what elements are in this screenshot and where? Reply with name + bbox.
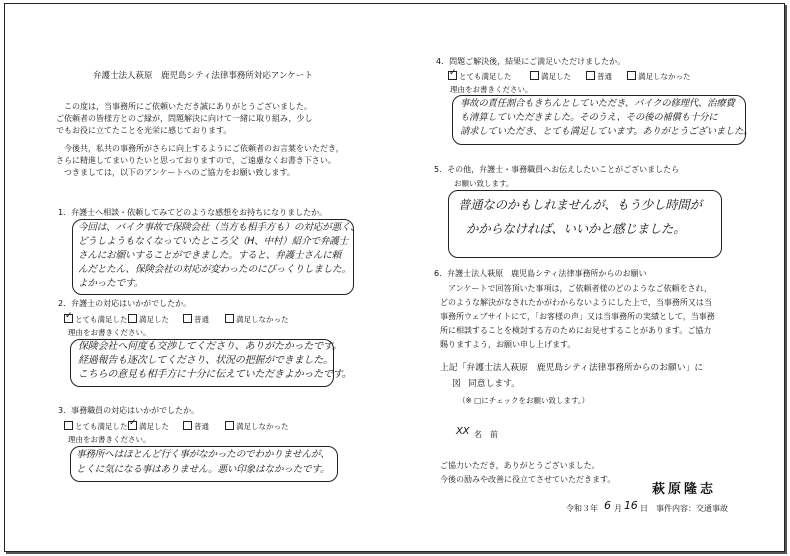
option-very-satisfied[interactable]: ✓ とても満足した bbox=[449, 68, 512, 81]
request-line: アンケートで回答頂いた事項は，ご依頼者様のどのようなご依頼をされ， bbox=[448, 284, 712, 293]
handwritten-answer: さんにお願いすることができました。すると、弁護士さんに頼 bbox=[78, 250, 342, 261]
reason-label: 理由をお書きください。 bbox=[68, 435, 151, 444]
consent-note: （※ □にチェックをお願い致します。） bbox=[458, 396, 590, 405]
option-normal[interactable]: 普通 bbox=[183, 421, 209, 432]
handwritten-answer: かからなければ、いいかと感じました。 bbox=[466, 221, 686, 236]
handwritten-answer: 保険会社へ何度も交渉してくださり、ありがたかったです。 bbox=[78, 341, 342, 352]
checkbox-checked-icon: ✓ bbox=[65, 311, 73, 321]
question-2: 2．弁護士の対応はいかがでしたか。 bbox=[58, 299, 192, 308]
request-line: 事務所ウェブサイトにて，「お客様の声」又は当事務所の実績として，当事務 bbox=[440, 312, 715, 321]
request-line: 賜りますよう，お願い申し上げます。 bbox=[440, 340, 576, 349]
date-month-unit: 月 bbox=[614, 504, 622, 513]
closing-thanks: ご協力いただき，ありがとうございました。 bbox=[440, 461, 600, 470]
intro-line: 今後共，私共の事務所がさらに向上するようにご依頼者のお言葉をいただき， bbox=[64, 144, 344, 153]
option-not-satisfied[interactable]: 満足しなかった bbox=[225, 421, 289, 432]
option-normal[interactable]: 普通 bbox=[183, 314, 209, 325]
consent-checkbox[interactable]: 図 bbox=[452, 379, 461, 389]
request-line: どのような解決がなされたかがわからないようにした上で，当事務所又は当 bbox=[440, 298, 712, 307]
date-era: 令和３年 bbox=[566, 504, 598, 513]
question-1: 1．弁護士へ相談・依頼してみてどのような感想をお持ちになりましたか。 bbox=[58, 208, 328, 217]
date-month: 6 bbox=[604, 499, 611, 512]
handwritten-answer: こちらの意見も相手方に十分に伝えていただきよかったです。 bbox=[78, 369, 352, 380]
handwritten-answer: 経過報告も逐次してくださり、状況の把握ができました。 bbox=[78, 355, 333, 366]
consent-text: 上記「弁護士法人萩原 鹿児島シティ法律事務所からのお願い」に bbox=[440, 363, 704, 373]
survey-title: 弁護士法人萩原 鹿児島シティ法律事務所対応アンケート bbox=[93, 71, 313, 81]
option-satisfied[interactable]: ✓ 満足した bbox=[129, 418, 169, 431]
checkbox-icon bbox=[225, 421, 234, 430]
question-6: 6．弁護士法人萩原 鹿児島シティ法律事務所からのお願い bbox=[434, 269, 647, 278]
request-line: 所に相談することを検討する方のためにお見せすることがあります。ご協力 bbox=[440, 326, 712, 335]
checkbox-checked-icon: ✓ bbox=[449, 68, 457, 78]
intro-line: ご依頼者の皆様方とのご縁が，問題解決に向けて一緒に取り組み，少し bbox=[56, 114, 313, 123]
question-4: 4．問題ご解決後，結果にご満足いただけましたか。 bbox=[436, 57, 626, 66]
checkbox-icon bbox=[627, 71, 636, 80]
question-3: 3．事務職員の対応はいかがでしたか。 bbox=[58, 406, 200, 415]
handwritten-answer: とくに気になる事はありません。悪い印象はなかったです。 bbox=[76, 464, 330, 475]
reason-label: 理由をお書きください。 bbox=[450, 85, 533, 94]
checkbox-checked-icon: ✓ bbox=[129, 418, 137, 428]
intro-line: でもお役に立てたことを光栄に感じております。 bbox=[56, 126, 232, 135]
option-not-satisfied[interactable]: 満足しなかった bbox=[627, 71, 691, 82]
handwritten-answer: どうしようもなくなっていたところ父（H、中村）紹介で弁護士 bbox=[78, 236, 349, 247]
case-type: 事件内容：交通事故 bbox=[656, 504, 728, 513]
checkbox-icon bbox=[530, 71, 539, 80]
intro-line: この度は，当事務所にご依頼いただき誠にありがとうございました。 bbox=[64, 102, 312, 111]
handwritten-answer: んだとたん、保険会社の対応が変わったのにびっくりしました。 bbox=[78, 264, 351, 275]
checkbox-icon bbox=[183, 421, 192, 430]
reason-label: 理由をお書きください。 bbox=[68, 328, 151, 337]
option-satisfied[interactable]: 満足した bbox=[530, 71, 571, 82]
intro-line: さらに精進してまいりたいと思っておりますので，ご遠慮なくお書き下さい。 bbox=[56, 156, 336, 165]
option-not-satisfied[interactable]: 満足しなかった bbox=[225, 314, 289, 325]
question-5-sub: お願い致します。 bbox=[454, 179, 514, 188]
date-day: 16 bbox=[624, 499, 638, 512]
date-day-unit: 日 bbox=[640, 504, 648, 513]
name-value: XX bbox=[456, 426, 470, 437]
handwritten-answer: も清算していただきました。そのうえ、その後の補償も十分に bbox=[460, 112, 718, 123]
option-very-satisfied[interactable]: とても満足した bbox=[64, 421, 128, 432]
handwritten-answer: 事故の責任割合もきちんとしていただき、バイクの修理代、治療費 bbox=[460, 98, 735, 109]
intro-line: つきましては，以下のアンケートへのご協力をお願い致します。 bbox=[64, 168, 295, 177]
checkbox-icon bbox=[64, 421, 73, 430]
handwritten-answer: 今回は、バイク事故で保険会社（当方も相手方も）の対応が悪く、 bbox=[78, 222, 360, 233]
option-very-satisfied[interactable]: ✓ とても満足した bbox=[65, 311, 128, 324]
handwritten-answer: よかったです。 bbox=[78, 278, 143, 289]
signature: 萩原隆志 bbox=[652, 482, 717, 497]
consent-agree-text: 同意します。 bbox=[468, 379, 521, 389]
name-label: 名 前 bbox=[474, 430, 498, 439]
checkbox-icon bbox=[183, 314, 192, 323]
checkbox-icon bbox=[586, 71, 595, 80]
closing-improve: 今後の励みや改善に役立てさせていただきます。 bbox=[440, 475, 616, 484]
handwritten-answer: 普通なのかもしれませんが、もう少し時間が bbox=[458, 197, 702, 212]
handwritten-answer: 事務所へはほとんど行く事がなかったのでわかりませんが、 bbox=[76, 449, 330, 460]
option-satisfied[interactable]: 満足した bbox=[128, 314, 169, 325]
checkbox-icon bbox=[225, 314, 234, 323]
question-5: 5．その他，弁護士・事務職員へお伝えしたいことがございましたら bbox=[434, 165, 680, 174]
checkbox-icon bbox=[128, 314, 137, 323]
handwritten-answer: 請求していただき、とても満足しています。ありがとうございました。 bbox=[460, 126, 753, 137]
option-normal[interactable]: 普通 bbox=[586, 71, 612, 82]
